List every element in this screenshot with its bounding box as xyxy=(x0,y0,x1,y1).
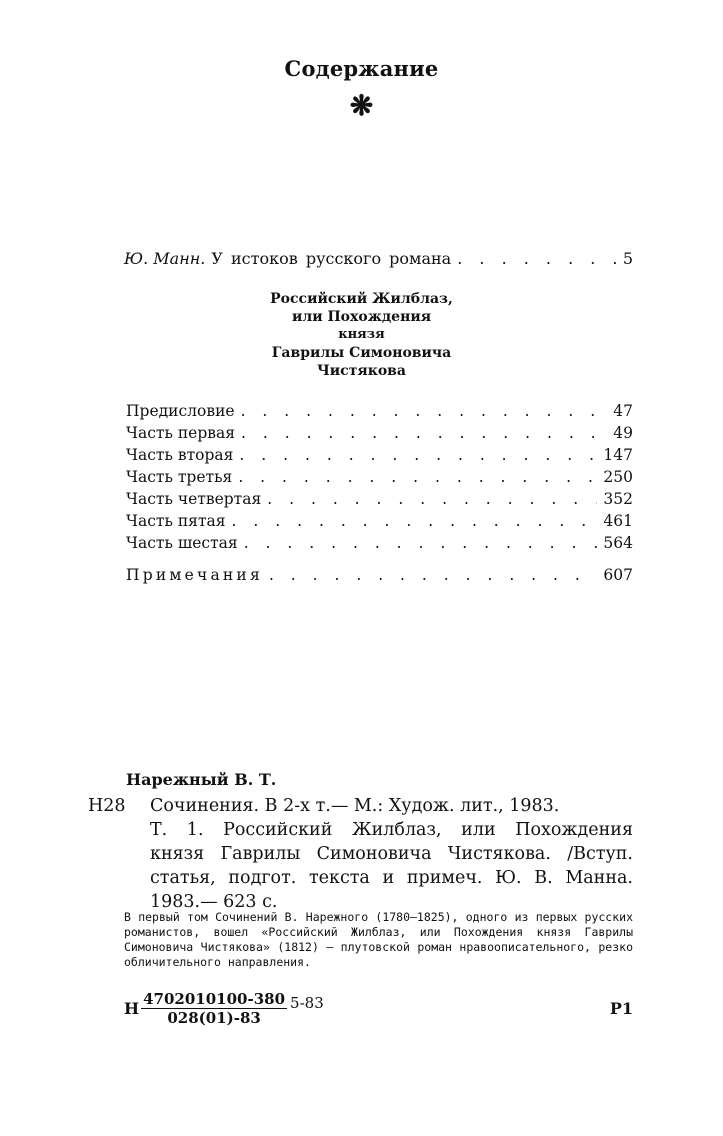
toc-entry xyxy=(126,490,633,512)
toc-entry xyxy=(126,512,633,534)
toc-entry-page: 564 xyxy=(603,534,633,552)
catalog-line: Т. 1. Российский Жилблаз, или Похождения xyxy=(150,820,633,840)
dot-leader xyxy=(238,468,597,486)
classification-fraction xyxy=(141,990,287,1027)
dot-leader xyxy=(241,402,608,420)
dot-leader xyxy=(457,249,617,268)
catalog-code: Н28 xyxy=(88,796,126,816)
toc-entry-notes xyxy=(126,566,633,588)
classification-right-code: Р1 xyxy=(609,999,633,1018)
toc-entry-label: Часть вторая xyxy=(126,446,234,464)
catalog-line: 1983.— 623 с. xyxy=(150,892,278,912)
novel-title-line: Российский Жилблаз, xyxy=(270,291,453,307)
toc-entry-label: Предисловие xyxy=(126,402,235,420)
toc-entry-label: Часть первая xyxy=(126,424,236,442)
dot-leader xyxy=(241,424,607,442)
dot-leader xyxy=(267,490,597,508)
toc-entry xyxy=(126,424,633,446)
toc-entry-label: Часть четвертая xyxy=(126,490,262,508)
toc-entry-page: 147 xyxy=(603,446,633,464)
intro-title: У истоков русского романа xyxy=(211,249,452,268)
catalog-line: Сочинения. В 2-х т.— М.: Худож. лит., 1983. xyxy=(150,796,560,816)
novel-title-block xyxy=(0,290,723,380)
toc-entry-page: 352 xyxy=(603,490,633,508)
toc-entry-page: 49 xyxy=(613,424,633,442)
catalog-first-line xyxy=(88,794,633,818)
toc-intro-entry xyxy=(124,249,633,268)
classification-numerator: 4702010100-380 xyxy=(143,990,286,1008)
classification-prefix: Н xyxy=(124,999,140,1018)
toc-entry-label: Часть третья xyxy=(126,468,233,486)
novel-title-line: князя xyxy=(338,327,385,342)
table-of-contents xyxy=(126,402,633,588)
toc-entry-label: Примечания xyxy=(126,566,263,584)
dot-leader xyxy=(232,512,598,530)
dot-leader xyxy=(269,566,597,584)
toc-entry-page: 607 xyxy=(603,566,633,584)
toc-entry xyxy=(126,446,633,468)
catalog-line: статья, подгот. текста и примеч. Ю. В. Манна. xyxy=(150,868,633,888)
toc-entry-page: 461 xyxy=(603,512,633,530)
classification-code xyxy=(124,990,324,1027)
dot-leader xyxy=(244,534,598,552)
toc-entry-page: 250 xyxy=(603,468,633,486)
catalog-line: князя Гаврилы Симоновича Чистякова. /Вступ. xyxy=(150,844,633,864)
catalog-author: Нарежный В. Т. xyxy=(126,770,277,789)
intro-author: Ю. Манн. xyxy=(124,249,206,268)
classification-denominator: 028(01)-83 xyxy=(167,1009,261,1027)
catalog-card xyxy=(88,794,633,914)
novel-title-line: Гаврилы Симоновича xyxy=(271,345,452,361)
dot-leader xyxy=(239,446,597,464)
novel-title-line: или Похождения xyxy=(291,309,432,325)
asterisk-ornament-icon: ❋ xyxy=(349,89,374,122)
toc-entry xyxy=(126,402,633,424)
toc-entry-page: 47 xyxy=(613,402,633,420)
novel-title-line: Чистякова xyxy=(317,363,406,379)
toc-entry-label: Часть шестая xyxy=(126,534,238,552)
toc-entry xyxy=(126,468,633,490)
intro-page-number: 5 xyxy=(622,249,633,268)
classification-suffix: 5-83 xyxy=(290,993,324,1012)
toc-entry xyxy=(126,534,633,556)
annotation-text: В первый том Сочинений В. Нарежного (1780—1825), одного из первых русских романистов, вошел «Российский Жилблаз, или Похождения князя Гаврилы Симоновича Чистякова» (1812) — плутовской роман нравоописательного, резко обличительного направления. xyxy=(124,910,633,969)
toc-entry-label: Часть пятая xyxy=(126,512,226,530)
page-heading: Содержание xyxy=(284,56,439,81)
